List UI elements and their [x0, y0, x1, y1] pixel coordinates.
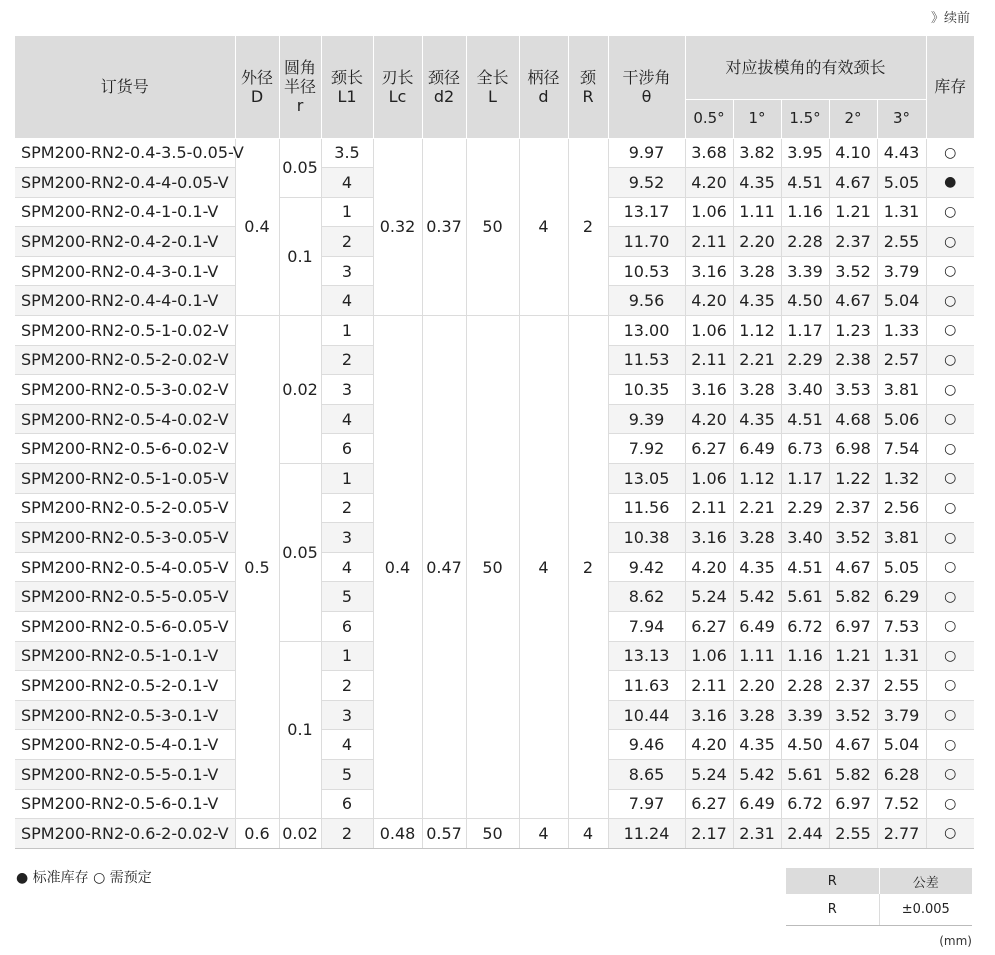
- stock-mark: ○: [926, 138, 974, 168]
- total-length-cell: 50: [466, 316, 519, 819]
- neck-diameter-cell: 0.57: [422, 819, 466, 849]
- header-angle: 1.5°: [781, 99, 829, 138]
- stock-mark: ○: [926, 197, 974, 227]
- stock-mark: ○: [926, 256, 974, 286]
- stock-mark: ○: [926, 434, 974, 464]
- order-code: SPM200-RN2-0.5-5-0.05-V: [15, 582, 235, 612]
- header-neck-r: 颈 R: [568, 36, 608, 138]
- table-row: SPM200-RN2-0.4-3-0.1-V 3 10.53 3.16 3.28 3.39 3.52 3.79 ○: [15, 256, 974, 286]
- order-code: SPM200-RN2-0.5-1-0.02-V: [15, 316, 235, 346]
- order-code: SPM200-RN2-0.5-4-0.1-V: [15, 730, 235, 760]
- corner-radius-cell: 0.05: [279, 138, 321, 197]
- table-row: SPM200-RN2-0.5-2-0.05-V 2 11.56 2.11 2.21 2.29 2.37 2.56 ○: [15, 493, 974, 523]
- header-interference-angle: 干涉角 θ: [608, 36, 685, 138]
- table-row: SPM200-RN2-0.5-6-0.05-V 6 7.94 6.27 6.49 6.72 6.97 7.53 ○: [15, 612, 974, 642]
- order-code: SPM200-RN2-0.4-1-0.1-V: [15, 197, 235, 227]
- table-row: SPM200-RN2-0.5-1-0.02-V 0.5 0.02 1 0.4 0.47 50 4 2 13.00 1.06 1.12 1.17 1.23 1.33 ○: [15, 316, 974, 346]
- stock-mark: ○: [926, 523, 974, 553]
- order-code: SPM200-RN2-0.5-6-0.05-V: [15, 612, 235, 642]
- stock-mark: ○: [926, 759, 974, 789]
- header-angle: 1°: [733, 99, 781, 138]
- neck-r-cell: 2: [568, 316, 608, 819]
- table-row: SPM200-RN2-0.5-4-0.1-V 4 9.46 4.20 4.35 4.50 4.67 5.04 ○: [15, 730, 974, 760]
- stock-mark: ○: [926, 404, 974, 434]
- corner-radius-cell: 0.02: [279, 316, 321, 464]
- order-code: SPM200-RN2-0.4-3.5-0.05-V: [15, 138, 235, 168]
- order-code: SPM200-RN2-0.5-6-0.1-V: [15, 789, 235, 819]
- header-neck-length: 颈长 L1: [321, 36, 373, 138]
- corner-radius-cell: 0.1: [279, 197, 321, 315]
- stock-mark: ○: [926, 345, 974, 375]
- neck-diameter-cell: 0.47: [422, 316, 466, 819]
- table-row: SPM200-RN2-0.5-2-0.02-V 2 11.53 2.11 2.21 2.29 2.38 2.57 ○: [15, 345, 974, 375]
- header-angle: 3°: [877, 99, 926, 138]
- outer-diameter-cell: 0.4: [235, 138, 279, 316]
- table-row: SPM200-RN2-0.5-6-0.1-V 6 7.97 6.27 6.49 6.72 6.97 7.52 ○: [15, 789, 974, 819]
- order-code: SPM200-RN2-0.5-2-0.02-V: [15, 345, 235, 375]
- order-code: SPM200-RN2-0.4-3-0.1-V: [15, 256, 235, 286]
- order-code: SPM200-RN2-0.5-6-0.02-V: [15, 434, 235, 464]
- stock-mark: ○: [926, 316, 974, 346]
- order-code: SPM200-RN2-0.5-4-0.02-V: [15, 404, 235, 434]
- table-row: SPM200-RN2-0.4-2-0.1-V 2 11.70 2.11 2.20 2.28 2.37 2.55 ○: [15, 227, 974, 257]
- table-row: SPM200-RN2-0.6-2-0.02-V 0.6 0.02 2 0.48 0.57 50 4 4 11.24 2.17 2.31 2.44 2.55 2.77 ○: [15, 819, 974, 849]
- header-total-length: 全长 L: [466, 36, 519, 138]
- stock-mark: ○: [926, 375, 974, 405]
- tolerance-header: R: [786, 868, 879, 894]
- flute-length-cell: 0.4: [373, 316, 422, 819]
- neck-r-cell: 4: [568, 819, 608, 849]
- flute-length-cell: 0.32: [373, 138, 422, 316]
- neck-diameter-cell: 0.37: [422, 138, 466, 316]
- table-row: SPM200-RN2-0.5-3-0.02-V 3 10.35 3.16 3.28 3.40 3.53 3.81 ○: [15, 375, 974, 405]
- order-code: SPM200-RN2-0.5-1-0.1-V: [15, 641, 235, 671]
- table-row: SPM200-RN2-0.5-4-0.02-V 4 9.39 4.20 4.35 4.51 4.68 5.06 ○: [15, 404, 974, 434]
- tolerance-table: [786, 868, 972, 926]
- continued-label: 》续前: [930, 11, 970, 26]
- table-row: SPM200-RN2-0.5-1-0.05-V 0.05 1 13.05 1.06 1.12 1.17 1.22 1.32 ○: [15, 464, 974, 494]
- shank-diameter-cell: 4: [519, 138, 568, 316]
- order-code: SPM200-RN2-0.5-2-0.1-V: [15, 671, 235, 701]
- stock-mark: ○: [926, 227, 974, 257]
- order-code: SPM200-RN2-0.5-4-0.05-V: [15, 552, 235, 582]
- header-corner-radius: 圆角 半径 r: [279, 36, 321, 138]
- order-code: SPM200-RN2-0.5-2-0.05-V: [15, 493, 235, 523]
- header-flute-length: 刃长 Lc: [373, 36, 422, 138]
- stock-mark: ●: [926, 168, 974, 198]
- header-shank-diameter: 柄径 d: [519, 36, 568, 138]
- header-angle: 0.5°: [685, 99, 733, 138]
- order-code: SPM200-RN2-0.4-4-0.05-V: [15, 168, 235, 198]
- table-row: SPM200-RN2-0.5-3-0.1-V 3 10.44 3.16 3.28 3.39 3.52 3.79 ○: [15, 700, 974, 730]
- header-outer-diameter: 外径 D: [235, 36, 279, 138]
- stock-legend: ● 标准库存 ○ 需预定: [16, 870, 152, 886]
- tolerance-header: 公差: [879, 868, 972, 894]
- order-code: SPM200-RN2-0.4-2-0.1-V: [15, 227, 235, 257]
- order-code: SPM200-RN2-0.5-3-0.02-V: [15, 375, 235, 405]
- stock-mark: ○: [926, 493, 974, 523]
- stock-mark: ○: [926, 819, 974, 849]
- stock-mark: ○: [926, 286, 974, 316]
- order-code: SPM200-RN2-0.6-2-0.02-V: [15, 819, 235, 849]
- spec-table: [15, 36, 974, 849]
- header-angle: 2°: [829, 99, 877, 138]
- tolerance-row: R ±0.005: [786, 894, 972, 925]
- total-length-cell: 50: [466, 819, 519, 849]
- corner-radius-cell: 0.1: [279, 641, 321, 819]
- stock-mark: ○: [926, 789, 974, 819]
- outer-diameter-cell: 0.6: [235, 819, 279, 849]
- shank-diameter-cell: 4: [519, 819, 568, 849]
- header-effective-neck-length: 对应拔模角的有效颈长: [685, 36, 926, 99]
- stock-mark: ○: [926, 582, 974, 612]
- header-neck-diameter: 颈径 d2: [422, 36, 466, 138]
- stock-mark: ○: [926, 612, 974, 642]
- corner-radius-cell: 0.02: [279, 819, 321, 849]
- order-code: SPM200-RN2-0.5-1-0.05-V: [15, 464, 235, 494]
- table-row: SPM200-RN2-0.5-1-0.1-V 0.1 1 13.13 1.06 1.11 1.16 1.21 1.31 ○: [15, 641, 974, 671]
- corner-radius-cell: 0.05: [279, 464, 321, 642]
- total-length-cell: 50: [466, 138, 519, 316]
- stock-mark: ○: [926, 700, 974, 730]
- table-row: SPM200-RN2-0.5-6-0.02-V 6 7.92 6.27 6.49 6.73 6.98 7.54 ○: [15, 434, 974, 464]
- table-row: SPM200-RN2-0.5-4-0.05-V 4 9.42 4.20 4.35 4.51 4.67 5.05 ○: [15, 552, 974, 582]
- table-row: SPM200-RN2-0.4-3.5-0.05-V 0.4 0.05 3.5 0.32 0.37 50 4 2 9.97 3.68 3.82 3.95 4.10 4.43 ○: [15, 138, 974, 168]
- flute-length-cell: 0.48: [373, 819, 422, 849]
- neck-r-cell: 2: [568, 138, 608, 316]
- stock-mark: ○: [926, 730, 974, 760]
- order-code: SPM200-RN2-0.5-3-0.1-V: [15, 700, 235, 730]
- table-row: SPM200-RN2-0.5-5-0.1-V 5 8.65 5.24 5.42 5.61 5.82 6.28 ○: [15, 759, 974, 789]
- stock-mark: ○: [926, 641, 974, 671]
- table-row: SPM200-RN2-0.5-2-0.1-V 2 11.63 2.11 2.20 2.28 2.37 2.55 ○: [15, 671, 974, 701]
- order-code: SPM200-RN2-0.5-5-0.1-V: [15, 759, 235, 789]
- table-row: SPM200-RN2-0.5-5-0.05-V 5 8.62 5.24 5.42 5.61 5.82 6.29 ○: [15, 582, 974, 612]
- stock-mark: ○: [926, 464, 974, 494]
- shank-diameter-cell: 4: [519, 316, 568, 819]
- table-row: SPM200-RN2-0.4-4-0.05-V 4 9.52 4.20 4.35 4.51 4.67 5.05 ●: [15, 168, 974, 198]
- stock-mark: ○: [926, 671, 974, 701]
- stock-mark: ○: [926, 552, 974, 582]
- header-stock: 库存: [926, 36, 974, 138]
- order-code: SPM200-RN2-0.5-3-0.05-V: [15, 523, 235, 553]
- table-row: SPM200-RN2-0.4-1-0.1-V 0.1 1 13.17 1.06 1.11 1.16 1.21 1.31 ○: [15, 197, 974, 227]
- table-row: SPM200-RN2-0.4-4-0.1-V 4 9.56 4.20 4.35 4.50 4.67 5.04 ○: [15, 286, 974, 316]
- table-row: SPM200-RN2-0.5-3-0.05-V 3 10.38 3.16 3.28 3.40 3.52 3.81 ○: [15, 523, 974, 553]
- unit-label: (mm): [939, 934, 972, 948]
- order-code: SPM200-RN2-0.4-4-0.1-V: [15, 286, 235, 316]
- outer-diameter-cell: 0.5: [235, 316, 279, 819]
- header-code: 订货号: [15, 36, 235, 138]
